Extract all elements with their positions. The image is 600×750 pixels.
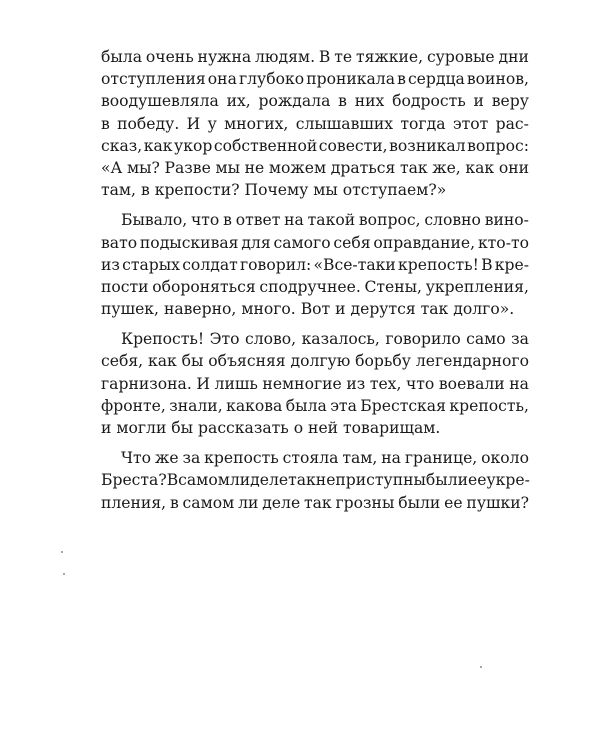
paragraph: [101, 209, 529, 320]
text-line: вато подыскивая для самого себя оправдание, кто-то: [101, 233, 529, 252]
text-line: воодушевляла их, рождала в них бодрость и веру: [101, 92, 529, 111]
paragraph: [101, 328, 529, 439]
text-line: пушек, наверно, много. Вот и дерутся так долго».: [101, 300, 515, 319]
scan-speck: [61, 551, 63, 553]
text-line: пления, в самом ли деле так грозны были ее пушки?: [101, 493, 529, 512]
text-line: себя, как бы объясняя долгую борьбу легендарного: [101, 352, 529, 371]
text-line: Крепость! Это слово, казалось, говорило само за: [121, 330, 529, 349]
text-line: гарнизона. И лишь немногие из тех, что воевали на: [101, 374, 529, 393]
text-line: Бреста? В самом ли деле так неприступны были ее укре-: [101, 471, 530, 490]
scan-speck: [480, 666, 482, 668]
scan-speck: [63, 573, 65, 575]
text-line: была очень нужна людям. В те тяжкие, суровые дни: [101, 48, 529, 66]
text-line: Что же за крепость стояла там, на границе, около: [121, 449, 529, 468]
text-line: Бывало, что в ответ на такой вопрос, словно вино-: [121, 211, 529, 230]
text-line: из старых солдат говорил: «Все-таки крепость! В кре-: [101, 255, 529, 274]
paragraph: [101, 46, 529, 201]
body-text: [101, 46, 529, 514]
text-line: отступления она глубоко проникала в сердца воинов,: [101, 70, 529, 89]
text-line: сказ, как укор собственной совести, возникал вопрос:: [101, 136, 529, 155]
text-line: пости обороняться сподручнее. Стены, укрепления,: [101, 277, 529, 296]
paragraph: [101, 447, 529, 514]
text-line: «А мы? Разве мы не можем драться так же, как они: [101, 158, 529, 177]
text-line: и могли бы рассказать о ней товарищам.: [101, 419, 441, 437]
text-line: фронте, знали, какова была эта Брестская крепость,: [101, 396, 529, 415]
text-line: там, в крепости? Почему мы отступаем?»: [101, 181, 447, 200]
text-line: в победу. И у многих, слышавших тогда этот рас-: [101, 114, 529, 133]
